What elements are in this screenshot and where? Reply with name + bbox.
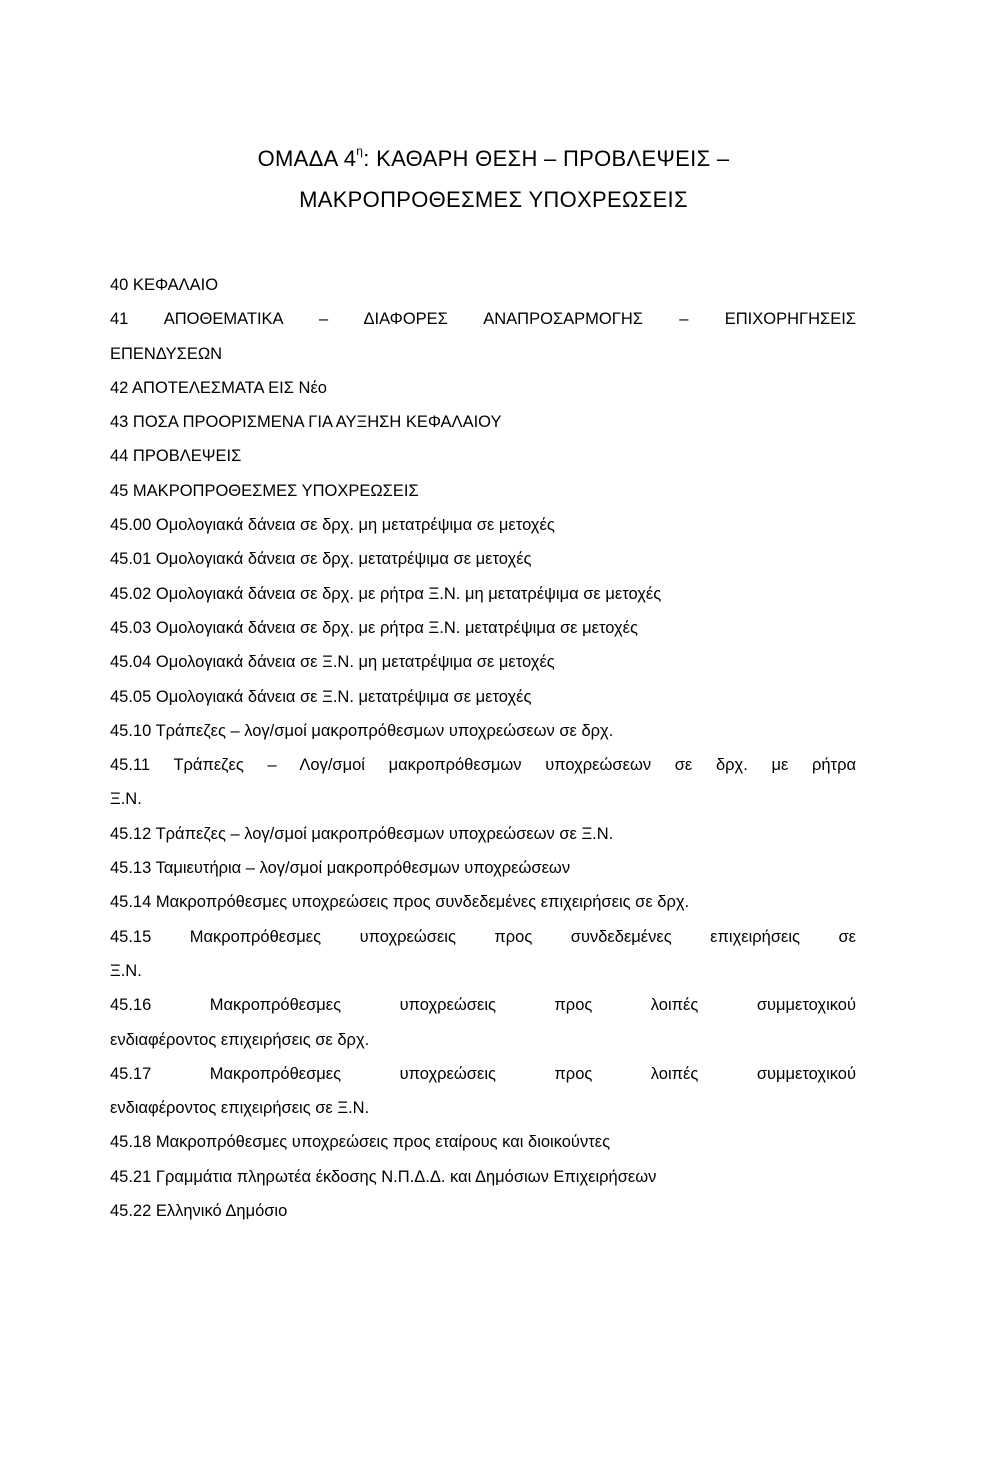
- account-line: Ξ.Ν.: [110, 961, 142, 980]
- account-line: 45.21 Γραμμάτια πληρωτέα έκδοσης Ν.Π.Δ.Δ. και Δημόσιων Επιχειρήσεων: [110, 1167, 657, 1186]
- account-line: 45.16 Μακροπρόθεσμες υποχρεώσεις προς λοιπές συμμετοχικού: [110, 996, 856, 1015]
- account-line: 42 ΑΠΟΤΕΛΕΣΜΑΤΑ ΕΙΣ Νέο: [110, 378, 327, 397]
- account-line: 41 ΑΠΟΘΕΜΑΤΙΚΑ – ΔΙΑΦΟΡΕΣ ΑΝΑΠΡΟΣΑΡΜΟΓΗΣ – ΕΠΙΧΟΡΗΓΗΣΕΙΣ: [110, 310, 856, 329]
- page-title-line-2: ΜΑΚΡΟΠΡΟΘΕΣΜΕΣ ΥΠΟΧΡΕΩΣΕΙΣ: [299, 187, 688, 212]
- account-line: 45.04 Ομολογιακά δάνεια σε Ξ.Ν. μη μετατρέψιμα σε μετοχές: [110, 653, 555, 672]
- account-line: 45.14 Μακροπρόθεσμες υποχρεώσεις προς συνδεδεμένες επιχειρήσεις σε δρχ.: [110, 893, 690, 912]
- account-line: 45.10 Τράπεζες – λογ/σμοί μακροπρόθεσμων υποχρεώσεων σε δρχ.: [110, 721, 614, 740]
- account-line: 45.00 Ομολογιακά δάνεια σε δρχ. μη μετατρέψιμα σε μετοχές: [110, 516, 555, 535]
- page-title-line-1: [0, 146, 987, 172]
- account-line: 45 ΜΑΚΡΟΠΡΟΘΕΣΜΕΣ ΥΠΟΧΡΕΩΣΕΙΣ: [110, 481, 419, 500]
- account-line: 45.12 Τράπεζες – λογ/σμοί μακροπρόθεσμων υποχρεώσεων σε Ξ.Ν.: [110, 824, 614, 843]
- account-line: 45.18 Μακροπρόθεσμες υποχρεώσεις προς εταίρους και διοικούντες: [110, 1133, 611, 1152]
- account-line: 45.02 Ομολογιακά δάνεια σε δρχ. με ρήτρα Ξ.Ν. μη μετατρέψιμα σε μετοχές: [110, 584, 662, 603]
- account-line: 45.22 Ελληνικό Δημόσιο: [110, 1202, 288, 1221]
- title-superscript: η: [356, 144, 364, 158]
- account-line: 45.03 Ομολογιακά δάνεια σε δρχ. με ρήτρα Ξ.Ν. μετατρέψιμα σε μετοχές: [110, 618, 638, 637]
- account-line: Ξ.Ν.: [110, 790, 142, 809]
- account-line: 40 ΚΕΦΑΛΑΙΟ: [110, 276, 219, 294]
- account-line: 45.17 Μακροπρόθεσμες υποχρεώσεις προς λοιπές συμμετοχικού: [110, 1064, 856, 1083]
- account-line: ΕΠΕΝΔΥΣΕΩΝ: [110, 344, 223, 363]
- account-line: 45.15 Μακροπρόθεσμες υποχρεώσεις προς συνδεδεμένες επιχειρήσεις σε: [110, 927, 856, 946]
- account-line: 45.01 Ομολογιακά δάνεια σε δρχ. μετατρέψιμα σε μετοχές: [110, 550, 532, 569]
- account-list: [110, 271, 856, 1231]
- title-prefix: ΟΜΑΔΑ 4: [257, 146, 357, 171]
- account-line: 43 ΠΟΣΑ ΠΡΟΟΡΙΣΜΕΝΑ ΓΙΑ ΑΥΞΗΣΗ ΚΕΦΑΛΑΙΟΥ: [110, 413, 502, 432]
- account-line: ενδιαφέροντος επιχειρήσεις σε δρχ.: [110, 1030, 370, 1049]
- account-line: 45.05 Ομολογιακά δάνεια σε Ξ.Ν. μετατρέψιμα σε μετοχές: [110, 687, 532, 706]
- account-line: 45.11 Τράπεζες – Λογ/σμοί μακροπρόθεσμων υποχρεώσεων σε δρχ. με ρήτρα: [110, 756, 856, 775]
- account-line: ενδιαφέροντος επιχειρήσεις σε Ξ.Ν.: [110, 1099, 370, 1118]
- account-line: 44 ΠΡΟΒΛΕΨΕΙΣ: [110, 447, 242, 466]
- account-line: 45.13 Ταμιευτήρια – λογ/σμοί μακροπρόθεσμων υποχρεώσεων: [110, 859, 571, 878]
- title-suffix: : ΚΑΘΑΡΗ ΘΕΣΗ – ΠΡΟΒΛΕΨΕΙΣ –: [363, 146, 730, 171]
